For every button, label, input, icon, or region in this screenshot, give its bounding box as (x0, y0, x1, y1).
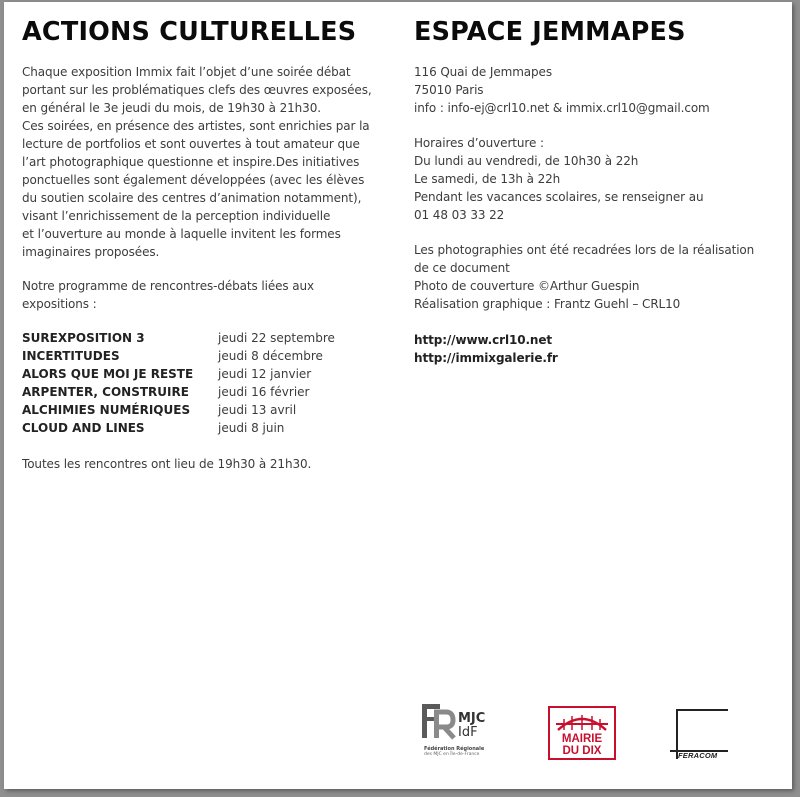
frmjc-caption-1: Fédération Régionale (424, 746, 485, 752)
actions-culturelles-title: ACTIONS CULTURELLES (22, 17, 357, 47)
address-line: 116 Quai de Jemmapes (414, 65, 552, 79)
links-block (414, 331, 558, 367)
feracom-logo (674, 709, 730, 761)
intro-paragraph (22, 63, 372, 261)
mairie-du-dix-logo (548, 706, 616, 760)
event-date: jeudi 22 septembre (218, 331, 335, 345)
contact-line: info : info-ej@crl10.net & immix.crl10@gmail.com (414, 101, 710, 115)
opening-hours-block (414, 134, 703, 224)
intro-line: Ces soirées, en présence des artistes, sont enrichies par la (22, 119, 370, 133)
frmjc-idf-text: IdF (458, 725, 478, 740)
hours-line: Le samedi, de 13h à 22h (414, 172, 561, 186)
feracom-top-rule (676, 709, 728, 711)
credits-line: de ce document (414, 261, 510, 275)
event-title: CLOUD AND LINES (22, 421, 145, 435)
intro-line: ponctuelles sont également développées (avec les élèves (22, 173, 365, 187)
event-date: jeudi 16 février (218, 385, 310, 399)
document-page (4, 2, 792, 789)
intro-line: du soutien scolaire des centres d’animation notamment), (22, 191, 362, 205)
frmjc-logo (416, 702, 506, 764)
intro-line: visant l’enrichissement de la perception individuelle (22, 209, 331, 223)
hours-line: Pendant les vacances scolaires, se renseigner au (414, 190, 704, 204)
bridge-icon (550, 710, 614, 732)
program-intro (22, 277, 314, 313)
event-title: ALCHIMIES NUMÉRIQUES (22, 403, 191, 417)
address-line: 75010 Paris (414, 83, 484, 97)
event-date: jeudi 8 juin (218, 421, 285, 435)
credits-line: Les photographies ont été recadrées lors de la réalisation (414, 243, 755, 257)
intro-line: l’art photographique questionne et inspire.Des initiatives (22, 155, 360, 169)
intro-line: Chaque exposition Immix fait l’objet d’une soirée débat (22, 65, 351, 79)
hours-line: Du lundi au vendredi, de 10h30 à 22h (414, 154, 639, 168)
espace-jemmapes-title: ESPACE JEMMAPES (414, 17, 686, 47)
intro-line: imaginaires proposées. (22, 245, 160, 259)
phone-line: 01 48 03 33 22 (414, 208, 505, 222)
feracom-name: FERACOM (678, 751, 718, 760)
event-date: jeudi 8 décembre (218, 349, 323, 363)
frmjc-mjc-text: MJC (458, 711, 486, 726)
frmjc-caption-2: des MJC en Île-de-France (424, 752, 480, 757)
immixgalerie-link[interactable]: http://immixgalerie.fr (414, 351, 558, 365)
event-date: jeudi 13 avril (218, 403, 297, 417)
event-title: ALORS QUE MOI JE RESTE (22, 367, 194, 381)
intro-line: en général le 3e jeudi du mois, de 19h30 à 21h30. (22, 101, 321, 115)
credits-line: Photo de couverture ©Arthur Guespin (414, 279, 640, 293)
credits-line: Réalisation graphique : Frantz Guehl – CRL10 (414, 297, 681, 311)
address-block (414, 63, 710, 117)
event-title: INCERTITUDES (22, 349, 120, 363)
hours-line: Horaires d’ouverture : (414, 136, 544, 150)
intro-line: lecture de portfolios et sont ouvertes à tout amateur que (22, 137, 360, 151)
program-line: Notre programme de rencontres-débats liées aux (22, 279, 315, 293)
mairie-line-2: DU DIX (562, 745, 602, 757)
events-footer: Toutes les rencontres ont lieu de 19h30 à 21h30. (22, 457, 312, 471)
intro-line: portant sur les problématiques clefs des œuvres exposées, (22, 83, 372, 97)
event-date: jeudi 12 janvier (218, 367, 312, 381)
event-title: ARPENTER, CONSTRUIRE (22, 385, 189, 399)
mairie-line-1: MAIRIE (561, 733, 603, 745)
crl10-link[interactable]: http://www.crl10.net (414, 333, 553, 347)
intro-line: et l’ouverture au monde à laquelle invitent les formes (22, 227, 341, 241)
program-line: expositions : (22, 297, 97, 311)
event-title: SUREXPOSITION 3 (22, 331, 145, 345)
credits-block (414, 241, 754, 313)
